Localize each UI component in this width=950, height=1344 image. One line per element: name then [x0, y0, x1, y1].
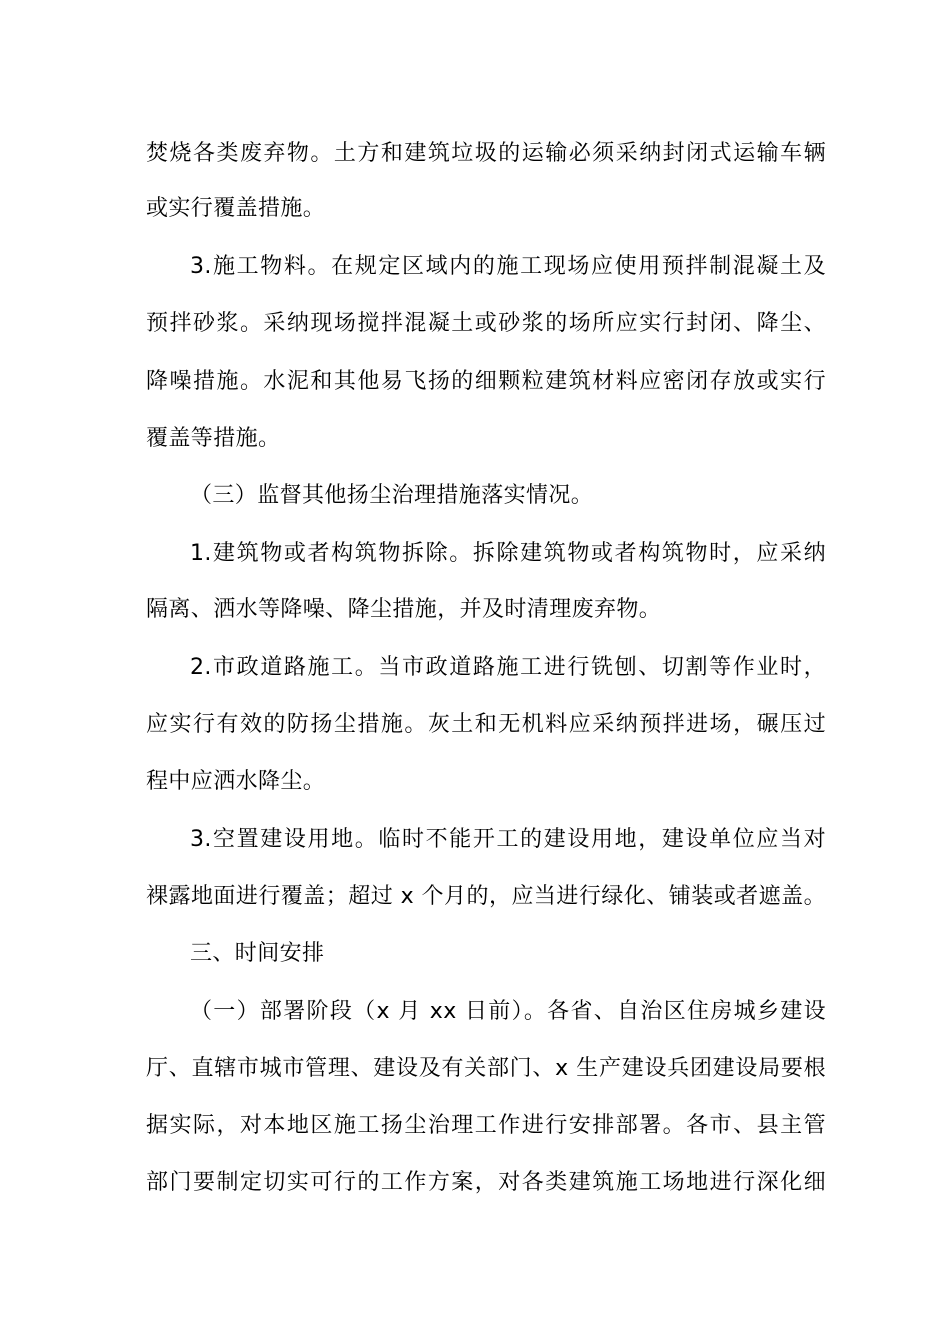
paragraph-heading-line: （一）部署阶段（x 月 xx 日前）。各省、自治区住房城乡建设: [190, 999, 826, 1024]
chapter-heading: 三、时间安排: [190, 941, 325, 966]
text-line: 应实行有效的防扬尘措施。灰土和无机料应采纳预拌进场，碾压过: [146, 712, 826, 737]
text-line: 程中应洒水降尘。: [146, 769, 326, 794]
text-line: 厅、直辖市城市管理、建设及有关部门、x 生产建设兵团建设局要根: [146, 1056, 826, 1081]
section-heading: （三）监督其他扬尘治理措施落实情况。: [190, 483, 594, 508]
paragraph-heading-line: 3.空置建设用地。临时不能开工的建设用地，建设单位应当对: [190, 827, 826, 852]
text-line: 预拌砂浆。采纳现场搅拌混凝土或砂浆的场所应实行封闭、降尘、: [146, 311, 826, 336]
paragraph-heading-line: 2.市政道路施工。当市政道路施工进行铣刨、切割等作业时，: [190, 655, 826, 680]
text-line: 裸露地面进行覆盖；超过 x 个月的，应当进行绿化、铺装或者遮盖。: [146, 884, 826, 909]
text-line: 或实行覆盖措施。: [146, 196, 326, 221]
paragraph-heading-line: 3.施工物料。在规定区域内的施工现场应使用预拌制混凝土及: [190, 254, 826, 279]
text-line: 降噪措施。水泥和其他易飞扬的细颗粒建筑材料应密闭存放或实行: [146, 369, 826, 394]
text-line: 据实际，对本地区施工扬尘治理工作进行安排部署。各市、县主管: [146, 1113, 826, 1138]
text-line: 隔离、洒水等降噪、降尘措施，并及时清理废弃物。: [146, 597, 662, 622]
text-line: 覆盖等措施。: [146, 426, 281, 451]
paragraph-heading-line: 1.建筑物或者构筑物拆除。拆除建筑物或者构筑物时，应采纳: [190, 541, 826, 566]
text-line: 焚烧各类废弃物。土方和建筑垃圾的运输必须采纳封闭式运输车辆: [146, 141, 826, 166]
text-line: 部门要制定切实可行的工作方案，对各类建筑施工场地进行深化细: [146, 1170, 826, 1195]
